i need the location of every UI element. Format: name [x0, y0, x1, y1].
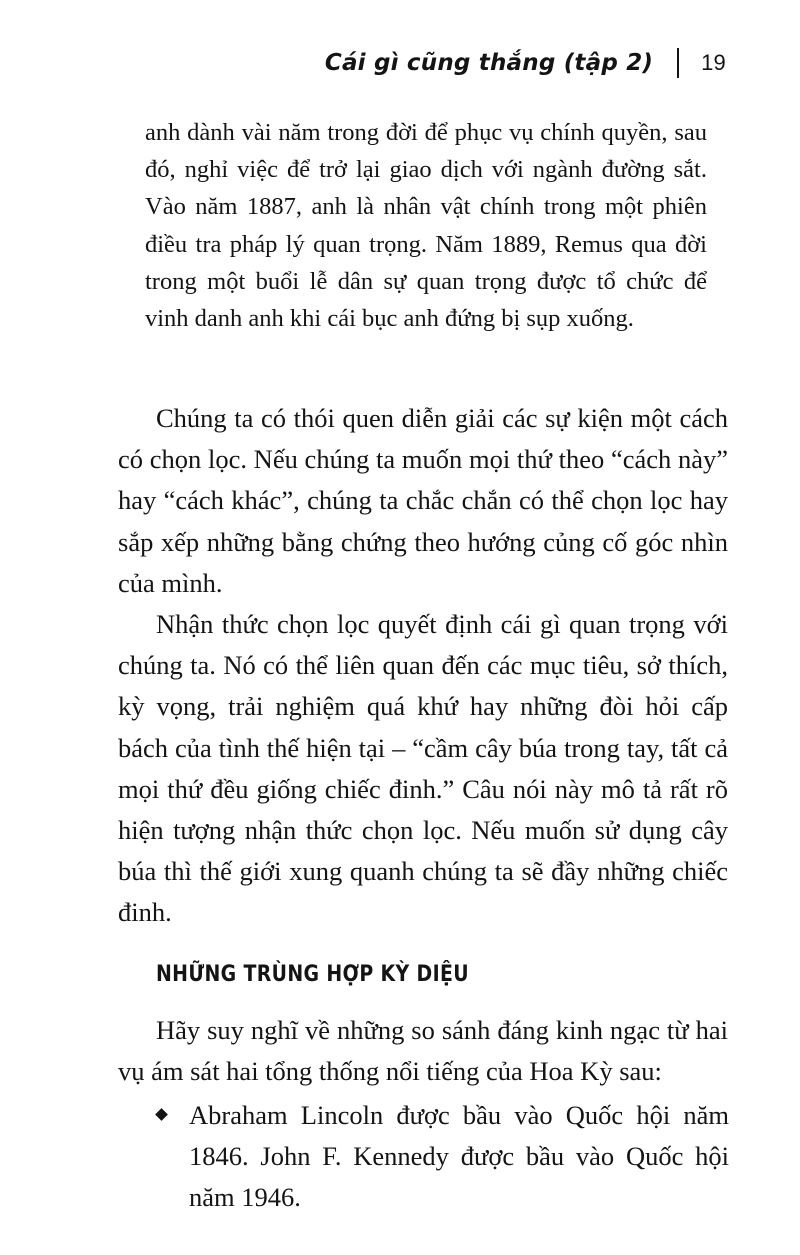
bullet-list: [155, 1095, 729, 1219]
page-number: 19: [701, 50, 726, 75]
paragraph-1-text: Chúng ta có thói quen diễn giải các sự kiện một cách có chọn lọc. Nếu chúng ta muốn mọi thứ theo “cách này” hay “cách khác”, chúng ta chắc chắn có thể chọn lọc hay sắp xếp những bằng chứng theo hướng củng cố góc nhìn của mình.: [118, 403, 728, 598]
header-divider: [677, 48, 679, 78]
list-item-text: Abraham Lincoln được bầu vào Quốc hội năm 1846. John F. Kennedy được bầu vào Quốc hội năm 1946.: [189, 1100, 729, 1213]
book-title: Cái gì cũng thắng (tập 2): [324, 50, 654, 76]
diamond-bullet-icon: [155, 1108, 168, 1121]
quote-block: [145, 114, 707, 337]
list-item: [155, 1095, 729, 1219]
quote-text: anh dành vài năm trong đời để phục vụ chính quyền, sau đó, nghỉ việc để trở lại giao dịch với ngành đường sắt. Vào năm 1887, anh là nhân vật chính trong một phiên điều tra pháp lý quan trọng. Năm 1889, Remus qua đời trong một buổi lễ dân sự quan trọng được tổ chức để vinh danh anh khi cái bục anh đứng bị sụp xuống.: [145, 119, 707, 333]
paragraph-1: [118, 398, 728, 604]
section-intro: [118, 1010, 728, 1092]
paragraph-2: [118, 604, 728, 934]
paragraph-2-text: Nhận thức chọn lọc quyết định cái gì quan trọng với chúng ta. Nó có thể liên quan đến các mục tiêu, sở thích, kỳ vọng, trải nghiệm quá khứ hay những đòi hỏi cấp bách của tình thế hiện tại – “cầm cây búa trong tay, tất cả mọi thứ đều giống chiếc đinh.” Câu nói này mô tả rất rõ hiện tượng nhận thức chọn lọc. Nếu muốn sử dụng cây búa thì thế giới xung quanh chúng ta sẽ đầy những chiếc đinh.: [118, 609, 728, 928]
section-heading: NHỮNG TRÙNG HỢP KỲ DIỆU: [156, 962, 469, 987]
section-intro-text: Hãy suy nghĩ về những so sánh đáng kinh ngạc từ hai vụ ám sát hai tổng thống nổi tiếng của Hoa Kỳ sau:: [118, 1015, 728, 1087]
running-header: [325, 48, 726, 78]
